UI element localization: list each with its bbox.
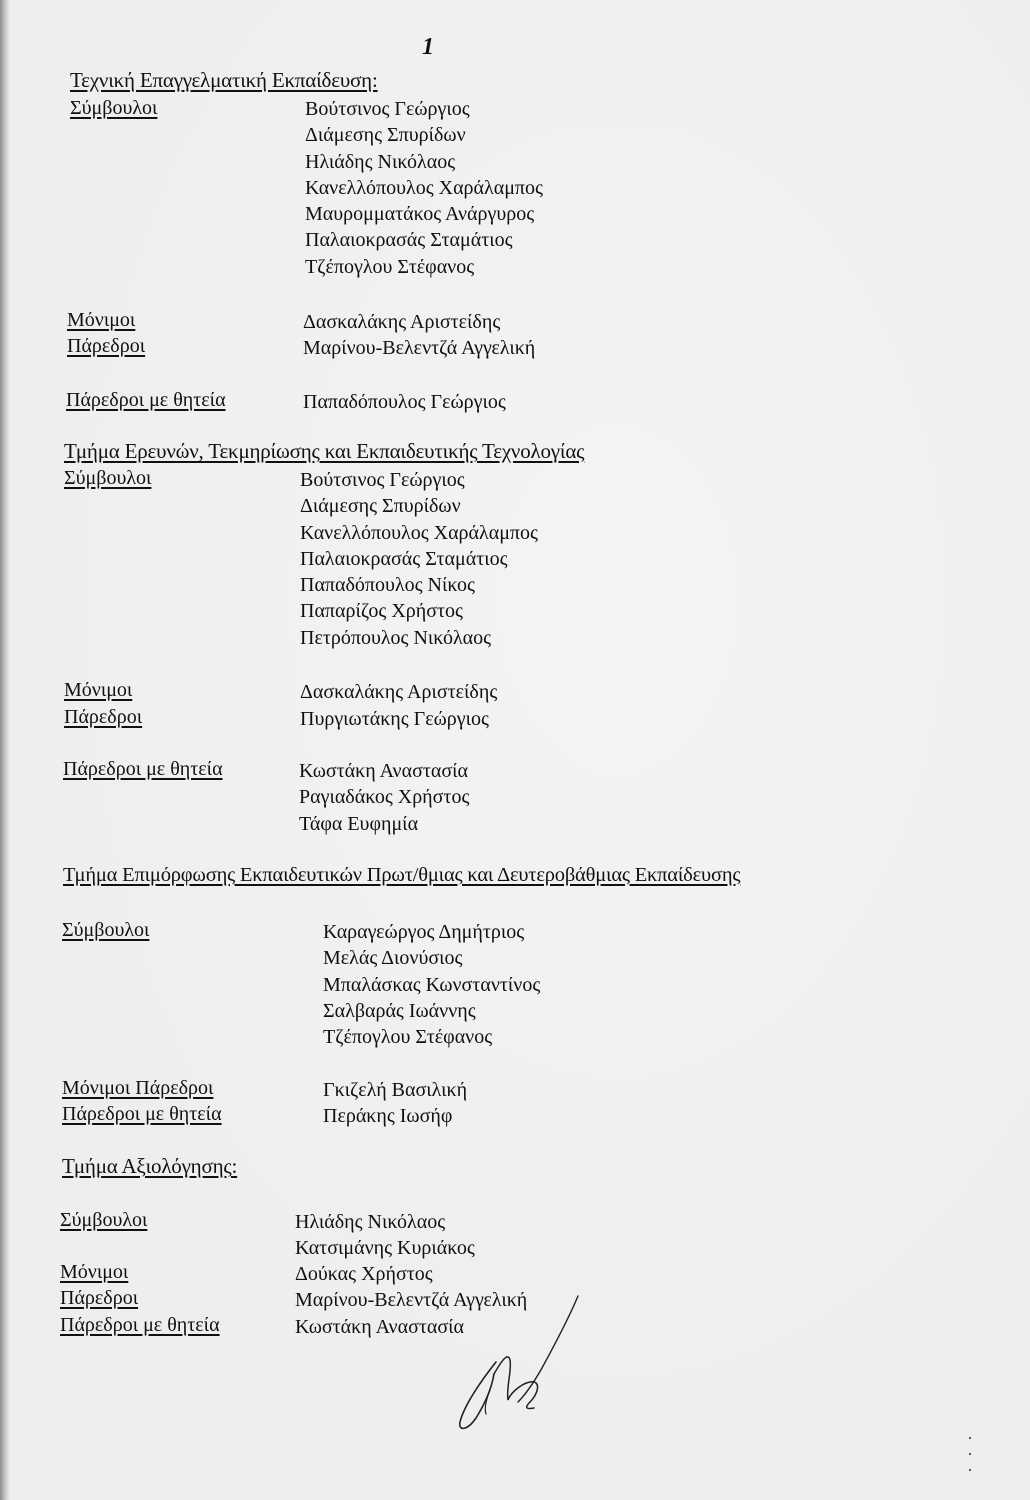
role-label-advisors: Σύμβουλοι: [64, 467, 152, 489]
name-entry: Μαυρομματάκος Ανάργυρος: [305, 203, 535, 226]
name-entry: Παπαρίζος Χρήστος: [300, 600, 463, 623]
name-entry: Διάμεσης Σπυρίδων: [300, 495, 461, 518]
name-entry: Περάκης Ιωσήφ: [323, 1105, 453, 1127]
role-label-advisors: Σύμβουλοι: [60, 1209, 148, 1231]
section-title-training-department: Τμήμα Επιμόρφωσης Εκπαιδευτικών Πρωτ/θμιας και Δευτεροβάθμιας Εκπαίδευσης: [63, 864, 741, 886]
name-entry: Κανελλόπουλος Χαράλαμπος: [305, 176, 543, 199]
role-label-term-assessors: Πάρεδροι με θητεία: [66, 389, 226, 411]
name-entry: Ραγιαδάκος Χρήστος: [299, 786, 470, 809]
scan-edge-shadow: [0, 0, 10, 1500]
name-entry: Κατσιμάνης Κυριάκος: [295, 1237, 475, 1260]
role-label-permanent: Μόνιμοι: [64, 679, 133, 701]
role-label-advisors: Σύμβουλοι: [70, 97, 158, 119]
name-entry: Κανελλόπουλος Χαράλαμπος: [300, 521, 538, 544]
role-label-assessors: Πάρεδροι: [64, 706, 143, 728]
role-label-permanent: Μόνιμοι: [60, 1261, 129, 1283]
name-entry: Γκιζελή Βασιλική: [323, 1079, 468, 1101]
name-entry: Δασκαλάκης Αριστείδης: [303, 311, 501, 333]
name-entry: Παπαδόπουλος Νίκος: [300, 574, 475, 597]
page-number: 1: [422, 34, 434, 60]
role-label-permanent-assessors: Μόνιμοι Πάρεδροι: [62, 1077, 214, 1099]
name-list-permanent: [300, 679, 497, 705]
name-entry: Σαλβαράς Ιωάννης: [323, 999, 476, 1022]
name-entry: Ηλιάδης Νικόλαος: [305, 150, 456, 173]
role-label-assessors: Πάρεδροι: [60, 1287, 139, 1309]
name-entry: Μπαλάσκας Κωνσταντίνος: [323, 973, 541, 996]
name-list-term-assessors: [303, 389, 506, 415]
name-entry: Ηλιάδης Νικόλαος: [295, 1211, 446, 1233]
name-entry: Διάμεσης Σπυρίδων: [305, 124, 466, 147]
name-list-advisors: [305, 96, 543, 280]
name-entry: Τάφα Ευφημία: [299, 812, 419, 835]
name-entry: Δασκαλάκης Αριστείδης: [300, 681, 498, 703]
name-entry: Παπαδόπουλος Γεώργιος: [303, 391, 506, 413]
margin-marks: · · ·: [967, 1428, 973, 1480]
name-list-permanent-assessors: [323, 1077, 467, 1103]
name-entry: Παλαιοκρασάς Σταμάτιος: [305, 229, 513, 252]
name-list-permanent: [295, 1261, 433, 1287]
name-list-advisors: [300, 467, 538, 651]
role-label-advisors: Σύμβουλοι: [62, 919, 150, 941]
name-entry: Κωστάκη Αναστασία: [299, 760, 469, 782]
name-list-term-assessors: [299, 758, 469, 837]
role-label-term-assessors: Πάρεδροι με θητεία: [60, 1314, 220, 1336]
name-entry: Πυργιωτάκης Γεώργιος: [300, 708, 489, 730]
section-title-evaluation-department: Τμήμα Αξιολόγησης:: [62, 1154, 238, 1178]
name-list-term-assessors: [295, 1314, 464, 1340]
role-label-permanent: Μόνιμοι: [67, 309, 136, 331]
name-entry: Βούτσινος Γεώργιος: [305, 98, 470, 120]
role-label-assessors: Πάρεδροι: [67, 335, 146, 357]
name-entry: Δούκας Χρήστος: [295, 1263, 433, 1285]
name-list-advisors: [295, 1209, 475, 1262]
name-entry: Καραγεώργος Δημήτριος: [323, 921, 525, 943]
name-entry: Τζέπογλου Στέφανος: [323, 1026, 493, 1049]
name-entry: Πετρόπουλος Νικόλαος: [300, 626, 492, 649]
name-entry: Μαρίνου-Βελεντζά Αγγελική: [303, 337, 536, 359]
name-entry: Τζέπογλου Στέφανος: [305, 255, 475, 278]
name-list-assessors: [303, 335, 535, 361]
name-entry: Βούτσινος Γεώργιος: [300, 469, 465, 491]
name-list-permanent: [303, 309, 500, 335]
handwritten-signature: [450, 1290, 590, 1440]
name-list-advisors: [323, 919, 540, 1050]
section-title-research-department: Τμήμα Ερευνών, Τεκμηρίωσης και Εκπαιδευτικής Τεχνολογίας: [64, 439, 585, 463]
name-entry: Κωστάκη Αναστασία: [295, 1316, 465, 1338]
section-title-technical-education: Τεχνική Επαγγελματική Εκπαίδευση:: [70, 68, 378, 92]
name-list-term-assessors: [323, 1103, 452, 1129]
role-label-term-assessors: Πάρεδροι με θητεία: [63, 758, 223, 780]
name-entry: Μελάς Διονύσιος: [323, 947, 463, 970]
name-entry: Παλαιοκρασάς Σταμάτιος: [300, 547, 508, 570]
name-entry: Μαρίνου-Βελεντζά Αγγελική: [295, 1289, 528, 1311]
role-label-term-assessors: Πάρεδροι με θητεία: [62, 1103, 222, 1125]
name-list-assessors: [300, 706, 489, 732]
